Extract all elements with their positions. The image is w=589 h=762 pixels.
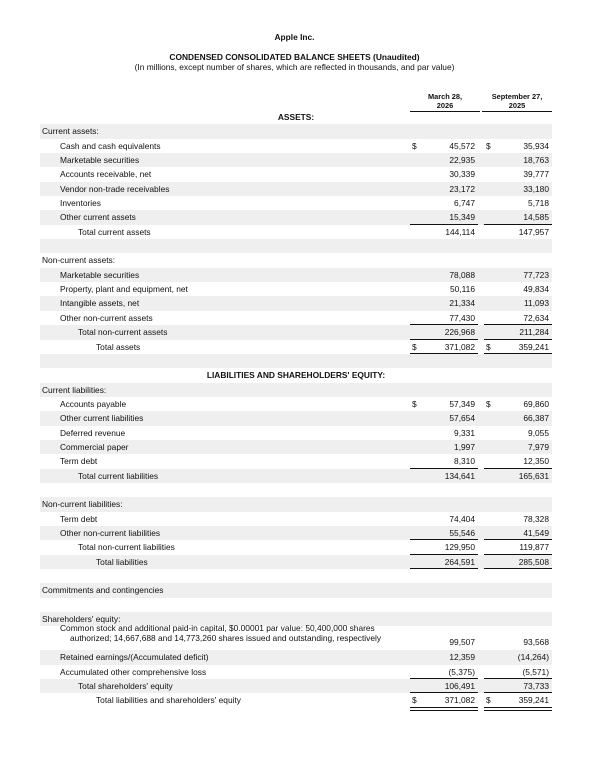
- row-label-text: Non-current liabilities:: [42, 499, 123, 510]
- value-march-2026: 226,968: [444, 327, 475, 338]
- table-row: [40, 426, 552, 440]
- value-march-2026: 78,088: [449, 269, 475, 280]
- row-label: [60, 514, 97, 524]
- value-march-2026: 134,641: [444, 470, 475, 481]
- row-label-text: Other non-current assets: [60, 312, 153, 323]
- value-september-2025: 165,631: [518, 470, 549, 481]
- double-underline: [484, 707, 552, 711]
- table-row: [40, 540, 552, 554]
- dollar-sign: $: [412, 140, 417, 151]
- value-september-2025: 7,979: [528, 441, 549, 452]
- row-label-text: Total current assets: [78, 226, 151, 237]
- row-label-text: Other current liabilities: [60, 413, 144, 424]
- table-row: [40, 311, 552, 325]
- table-row: [40, 454, 552, 468]
- row-label-text: Commercial paper: [60, 441, 129, 452]
- row-label-text: Current assets:: [42, 126, 99, 137]
- row-label: [60, 428, 125, 438]
- value-september-2025: (5,571): [522, 666, 549, 677]
- table-row: [40, 497, 552, 511]
- statement-title: CONDENSED CONSOLIDATED BALANCE SHEETS (Unaudited): [169, 52, 420, 62]
- row-label: [96, 342, 140, 352]
- dollar-sign: $: [412, 341, 417, 352]
- value-september-2025: 39,777: [523, 169, 549, 180]
- value-march-2026: 264,591: [444, 556, 475, 567]
- row-label-text: Marketable securities: [60, 269, 140, 280]
- spacer-row: [40, 239, 552, 253]
- row-label-text: Total current liabilities: [78, 470, 159, 481]
- table-row: [40, 679, 552, 693]
- row-label: [78, 471, 158, 481]
- balance-sheet-table: [40, 110, 552, 708]
- row-label-text: Commitments and contingencies: [42, 585, 164, 596]
- row-label: [78, 327, 167, 337]
- row-label-text: Non-current assets:: [42, 255, 116, 266]
- value-march-2026: 57,654: [449, 413, 475, 424]
- value-september-2025: 12,350: [523, 456, 549, 467]
- table-row: [40, 253, 552, 267]
- value-september-2025: 33,180: [523, 183, 549, 194]
- table-row: [40, 340, 552, 354]
- row-label: [60, 399, 126, 409]
- value-march-2026: 144,114: [445, 226, 475, 237]
- row-label: [60, 313, 153, 323]
- value-march-2026: 21,334: [449, 298, 475, 309]
- value-september-2025: 359,241: [518, 695, 549, 706]
- table-row: [40, 383, 552, 397]
- row-label: [60, 624, 381, 643]
- spacer-row: [40, 598, 552, 612]
- value-september-2025: 147,957: [518, 226, 549, 237]
- row-label: [40, 370, 552, 380]
- row-label-text: Inventories: [60, 198, 101, 209]
- row-label-text: Common stock and additional paid-in capital, $0.00001 par value: 50,400,000 shares: [60, 623, 375, 634]
- value-march-2026: 57,349: [449, 398, 475, 409]
- table-row: [40, 210, 552, 224]
- row-label: [40, 112, 552, 122]
- row-label: [96, 557, 148, 567]
- dollar-sign: $: [486, 140, 491, 151]
- row-label: [42, 255, 115, 265]
- value-september-2025: 5,718: [528, 198, 549, 209]
- row-label-text: Marketable securities: [60, 155, 140, 166]
- column-header-line1: March 28,: [427, 92, 463, 101]
- column-header-line2: 2025: [508, 100, 526, 110]
- row-label-text-continued: authorized; 14,667,688 and 14,773,260 shares issued and outstanding, respectively: [70, 632, 382, 643]
- double-underline: [410, 707, 478, 711]
- row-label: [60, 198, 101, 208]
- value-march-2026: 6,747: [454, 198, 475, 209]
- row-label: [60, 667, 206, 677]
- value-march-2026: 371,082: [444, 341, 475, 352]
- table-row: [40, 153, 552, 167]
- table-row: [40, 167, 552, 181]
- table-row: [40, 196, 552, 210]
- value-march-2026: (5,375): [448, 666, 475, 677]
- value-march-2026: 129,950: [444, 542, 475, 553]
- row-label: [60, 169, 151, 179]
- value-september-2025: 69,860: [523, 398, 549, 409]
- table-row: [40, 526, 552, 540]
- row-label-text: Cash and cash equivalents: [60, 140, 161, 151]
- value-september-2025: 41,549: [523, 527, 549, 538]
- row-label-text: Accounts payable: [60, 398, 127, 409]
- row-label: [60, 298, 139, 308]
- value-september-2025: 211,284: [519, 327, 549, 338]
- table-row: [40, 440, 552, 454]
- company-name: Apple Inc.: [274, 32, 315, 42]
- row-label: [60, 184, 169, 194]
- value-september-2025: 11,093: [524, 298, 549, 309]
- value-march-2026: 55,546: [449, 527, 475, 538]
- table-row: [40, 411, 552, 425]
- table-row: [40, 182, 552, 196]
- row-label-text: Total non-current liabilities: [78, 542, 175, 553]
- table-row: [40, 583, 552, 597]
- row-label: [60, 528, 160, 538]
- row-label-text: LIABILITIES AND SHAREHOLDERS' EQUITY:: [206, 370, 386, 381]
- value-march-2026: 45,572: [449, 140, 475, 151]
- value-march-2026: 371,082: [444, 695, 475, 706]
- row-label-text: Current liabilities:: [42, 384, 107, 395]
- row-label-text: Shareholders' equity:: [42, 614, 121, 625]
- dollar-sign: $: [412, 398, 417, 409]
- row-label: [60, 141, 161, 151]
- row-label: [42, 585, 164, 595]
- row-label-text: Property, plant and equipment, net: [60, 284, 188, 295]
- value-march-2026: 106,491: [444, 681, 475, 692]
- table-row: [40, 623, 552, 650]
- table-row: [40, 124, 552, 138]
- value-september-2025: 14,585: [523, 212, 549, 223]
- value-september-2025: 93,568: [523, 637, 549, 648]
- value-september-2025: 78,328: [523, 513, 549, 524]
- value-september-2025: 35,934: [523, 140, 549, 151]
- spacer-row: [40, 483, 552, 497]
- row-label: [60, 212, 136, 222]
- value-september-2025: 285,508: [518, 556, 549, 567]
- spacer-row: [40, 569, 552, 583]
- value-september-2025: 9,055: [528, 427, 549, 438]
- row-label: [96, 695, 241, 705]
- row-label: [78, 227, 151, 237]
- value-march-2026: 50,116: [450, 284, 475, 295]
- row-label-text: ASSETS:: [277, 112, 315, 122]
- row-label-text: Accumulated other comprehensive loss: [60, 666, 207, 677]
- table-row: [40, 555, 552, 569]
- column-header-line2: 2026: [436, 100, 454, 110]
- section-header: [40, 368, 552, 382]
- row-label-text: Total non-current assets: [78, 327, 168, 338]
- row-label-text: Other current assets: [60, 212, 136, 223]
- value-september-2025: 119,877: [519, 542, 549, 553]
- value-september-2025: 77,723: [523, 269, 549, 280]
- value-september-2025: 18,763: [523, 155, 549, 166]
- table-row: [40, 296, 552, 310]
- value-september-2025: 359,241: [518, 341, 549, 352]
- value-march-2026: 99,507: [449, 637, 475, 648]
- row-label-text: Total assets: [96, 341, 141, 352]
- row-label-text: Total liabilities: [96, 556, 148, 567]
- spacer-row: [40, 354, 552, 368]
- column-header-line1: September 27,: [491, 92, 543, 101]
- row-label-text: Vendor non-trade receivables: [60, 183, 170, 194]
- row-label: [60, 284, 188, 294]
- dollar-sign: $: [486, 398, 491, 409]
- row-label: [42, 126, 99, 136]
- table-row: [40, 512, 552, 526]
- row-label: [60, 652, 209, 662]
- row-label-text: Accounts receivable, net: [60, 169, 152, 180]
- value-march-2026: 22,935: [449, 155, 475, 166]
- value-september-2025: 72,634: [523, 312, 549, 323]
- row-label: [78, 681, 173, 691]
- value-march-2026: 12,359: [449, 652, 475, 663]
- value-march-2026: 9,331: [454, 427, 475, 438]
- value-september-2025: 49,834: [523, 284, 549, 295]
- row-label: [78, 542, 175, 552]
- row-label-text: Intangible assets, net: [60, 298, 140, 309]
- value-september-2025: (14,264): [517, 652, 549, 663]
- value-march-2026: 30,339: [449, 169, 475, 180]
- table-row: [40, 139, 552, 153]
- value-september-2025: 73,733: [523, 681, 549, 692]
- row-label-text: Other non-current liabilities: [60, 527, 161, 538]
- statement-subtitle: (In millions, except number of shares, which are reflected in thousands, and par value): [134, 62, 455, 72]
- table-row: [40, 693, 552, 707]
- table-row: [40, 397, 552, 411]
- row-label-text: Total shareholders' equity: [78, 681, 173, 692]
- dollar-sign: $: [486, 341, 491, 352]
- table-row: [40, 268, 552, 282]
- dollar-sign: $: [412, 695, 417, 706]
- row-label: [42, 385, 106, 395]
- table-row: [40, 665, 552, 679]
- row-label-text: Retained earnings/(Accumulated deficit): [60, 652, 209, 663]
- value-march-2026: 74,404: [449, 513, 475, 524]
- row-label: [60, 442, 128, 452]
- table-row: [40, 469, 552, 483]
- value-march-2026: 8,310: [454, 456, 475, 467]
- table-row: [40, 650, 552, 664]
- value-march-2026: 15,349: [449, 212, 475, 223]
- row-label-text: Term debt: [60, 513, 98, 524]
- value-september-2025: 66,387: [523, 413, 549, 424]
- table-row: [40, 282, 552, 296]
- row-label: [60, 270, 139, 280]
- row-label-text: Total liabilities and shareholders' equity: [96, 695, 241, 706]
- row-label-text: Deferred revenue: [60, 427, 126, 438]
- value-march-2026: 77,430: [449, 312, 475, 323]
- table-row: [40, 225, 552, 239]
- section-header: [40, 110, 552, 124]
- row-label: [60, 456, 97, 466]
- value-march-2026: 23,172: [449, 183, 475, 194]
- row-label: [42, 499, 123, 509]
- table-row: [40, 325, 552, 339]
- row-label-text: Term debt: [60, 456, 98, 467]
- dollar-sign: $: [486, 695, 491, 706]
- row-label: [60, 413, 143, 423]
- value-march-2026: 1,997: [454, 441, 475, 452]
- row-label: [60, 155, 139, 165]
